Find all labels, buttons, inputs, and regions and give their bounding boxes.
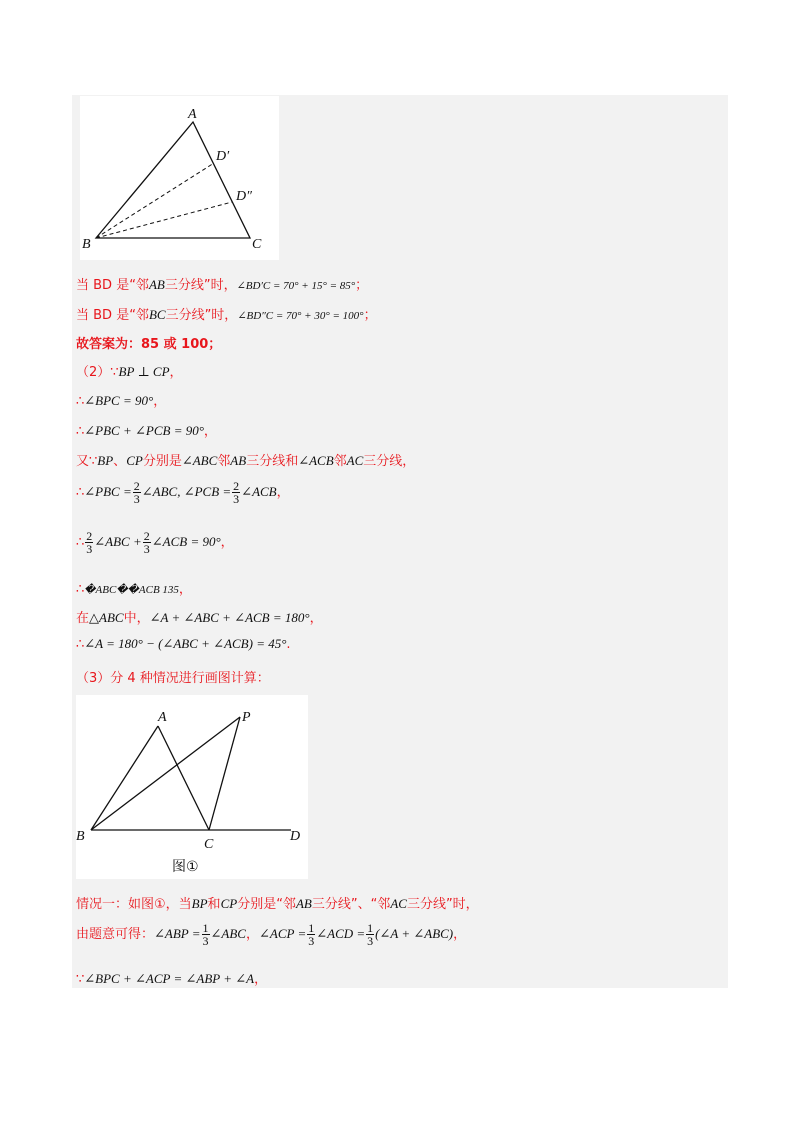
triangle-abc-outline <box>96 122 250 238</box>
label-d2: D″ <box>236 189 252 204</box>
line-bp <box>91 717 240 830</box>
line-cp <box>209 717 240 830</box>
fraction: $\frac{1}{3}$ <box>202 921 209 948</box>
fraction: $\frac{1}{3}$ <box>367 921 374 948</box>
line-4: （2）∵BP ⊥ CP， <box>76 364 183 380</box>
label-p: P <box>242 710 251 725</box>
line-15: 由题意可得：∠ABP = $\frac{1}{3}$ ∠ABC，∠ACP = $\frac{1}{3}$ ∠ACD = $\frac{1}{3}$ (∠A + ∠ABC)， <box>76 921 467 948</box>
line-8: ∴∠PBC = $\frac{2}{3}$ ∠ABC, ∠PCB = $\frac{2}{3}$ ∠ACB， <box>76 479 290 506</box>
line-5: ∴∠BPC = 90°， <box>76 393 167 409</box>
line-12: ∴∠A = 180° − (∠ABC + ∠ACB) = 45°. <box>76 636 291 652</box>
line-7: 又∵BP、CP分别是∠ABC邻AB三分线和∠ACB邻AC三分线， <box>76 453 416 469</box>
line-6: ∴∠PBC + ∠PCB = 90°， <box>76 423 217 439</box>
line-1: 当 BD 是“邻AB三分线”时，∠BD′C = 70° + 15° = 85°； <box>76 277 369 293</box>
line-16: ∵∠BPC + ∠ACP = ∠ABP + ∠A， <box>76 971 268 987</box>
figure-triangle-abcp <box>76 695 308 879</box>
label-d: D <box>290 829 301 844</box>
line-3: 故答案为：85 或 100； <box>76 337 222 352</box>
label-d1: D′ <box>216 149 230 164</box>
label-a: A <box>188 107 197 122</box>
dashed-line-bd2 <box>96 202 232 238</box>
fraction: $\frac{2}{3}$ <box>86 529 93 556</box>
figure-caption: 图① <box>172 859 199 875</box>
label-c: C <box>252 237 262 252</box>
fraction: $\frac{1}{3}$ <box>308 921 315 948</box>
fraction: $\frac{2}{3}$ <box>143 529 150 556</box>
line-9: ∴ $\frac{2}{3}$ ∠ABC + $\frac{2}{3}$ ∠ACB = 90°， <box>76 529 234 556</box>
line-2: 当 BD 是“邻BC三分线”时，∠BD″C = 70° + 30° = 100°； <box>76 307 377 323</box>
label-b: B <box>82 237 91 252</box>
fraction: $\frac{2}{3}$ <box>133 479 140 506</box>
line-ba <box>91 726 158 830</box>
line-13: （3）分 4 种情况进行画图计算： <box>76 671 270 686</box>
fraction: $\frac{2}{3}$ <box>233 479 240 506</box>
label-b: B <box>76 829 85 844</box>
dashed-line-bd1 <box>96 163 214 238</box>
line-11: 在△ABC中，∠A + ∠ABC + ∠ACB = 180°， <box>76 610 323 626</box>
label-a: A <box>158 710 167 725</box>
label-c: C <box>204 837 214 852</box>
line-ac <box>158 726 209 830</box>
figure-triangle-abc <box>80 96 279 260</box>
line-10: ∴�ABC��ACB 135， <box>76 582 192 597</box>
line-14: 情况一：如图①，当BP和CP分别是“邻AB三分线”、“邻AC三分线”时， <box>76 896 479 912</box>
